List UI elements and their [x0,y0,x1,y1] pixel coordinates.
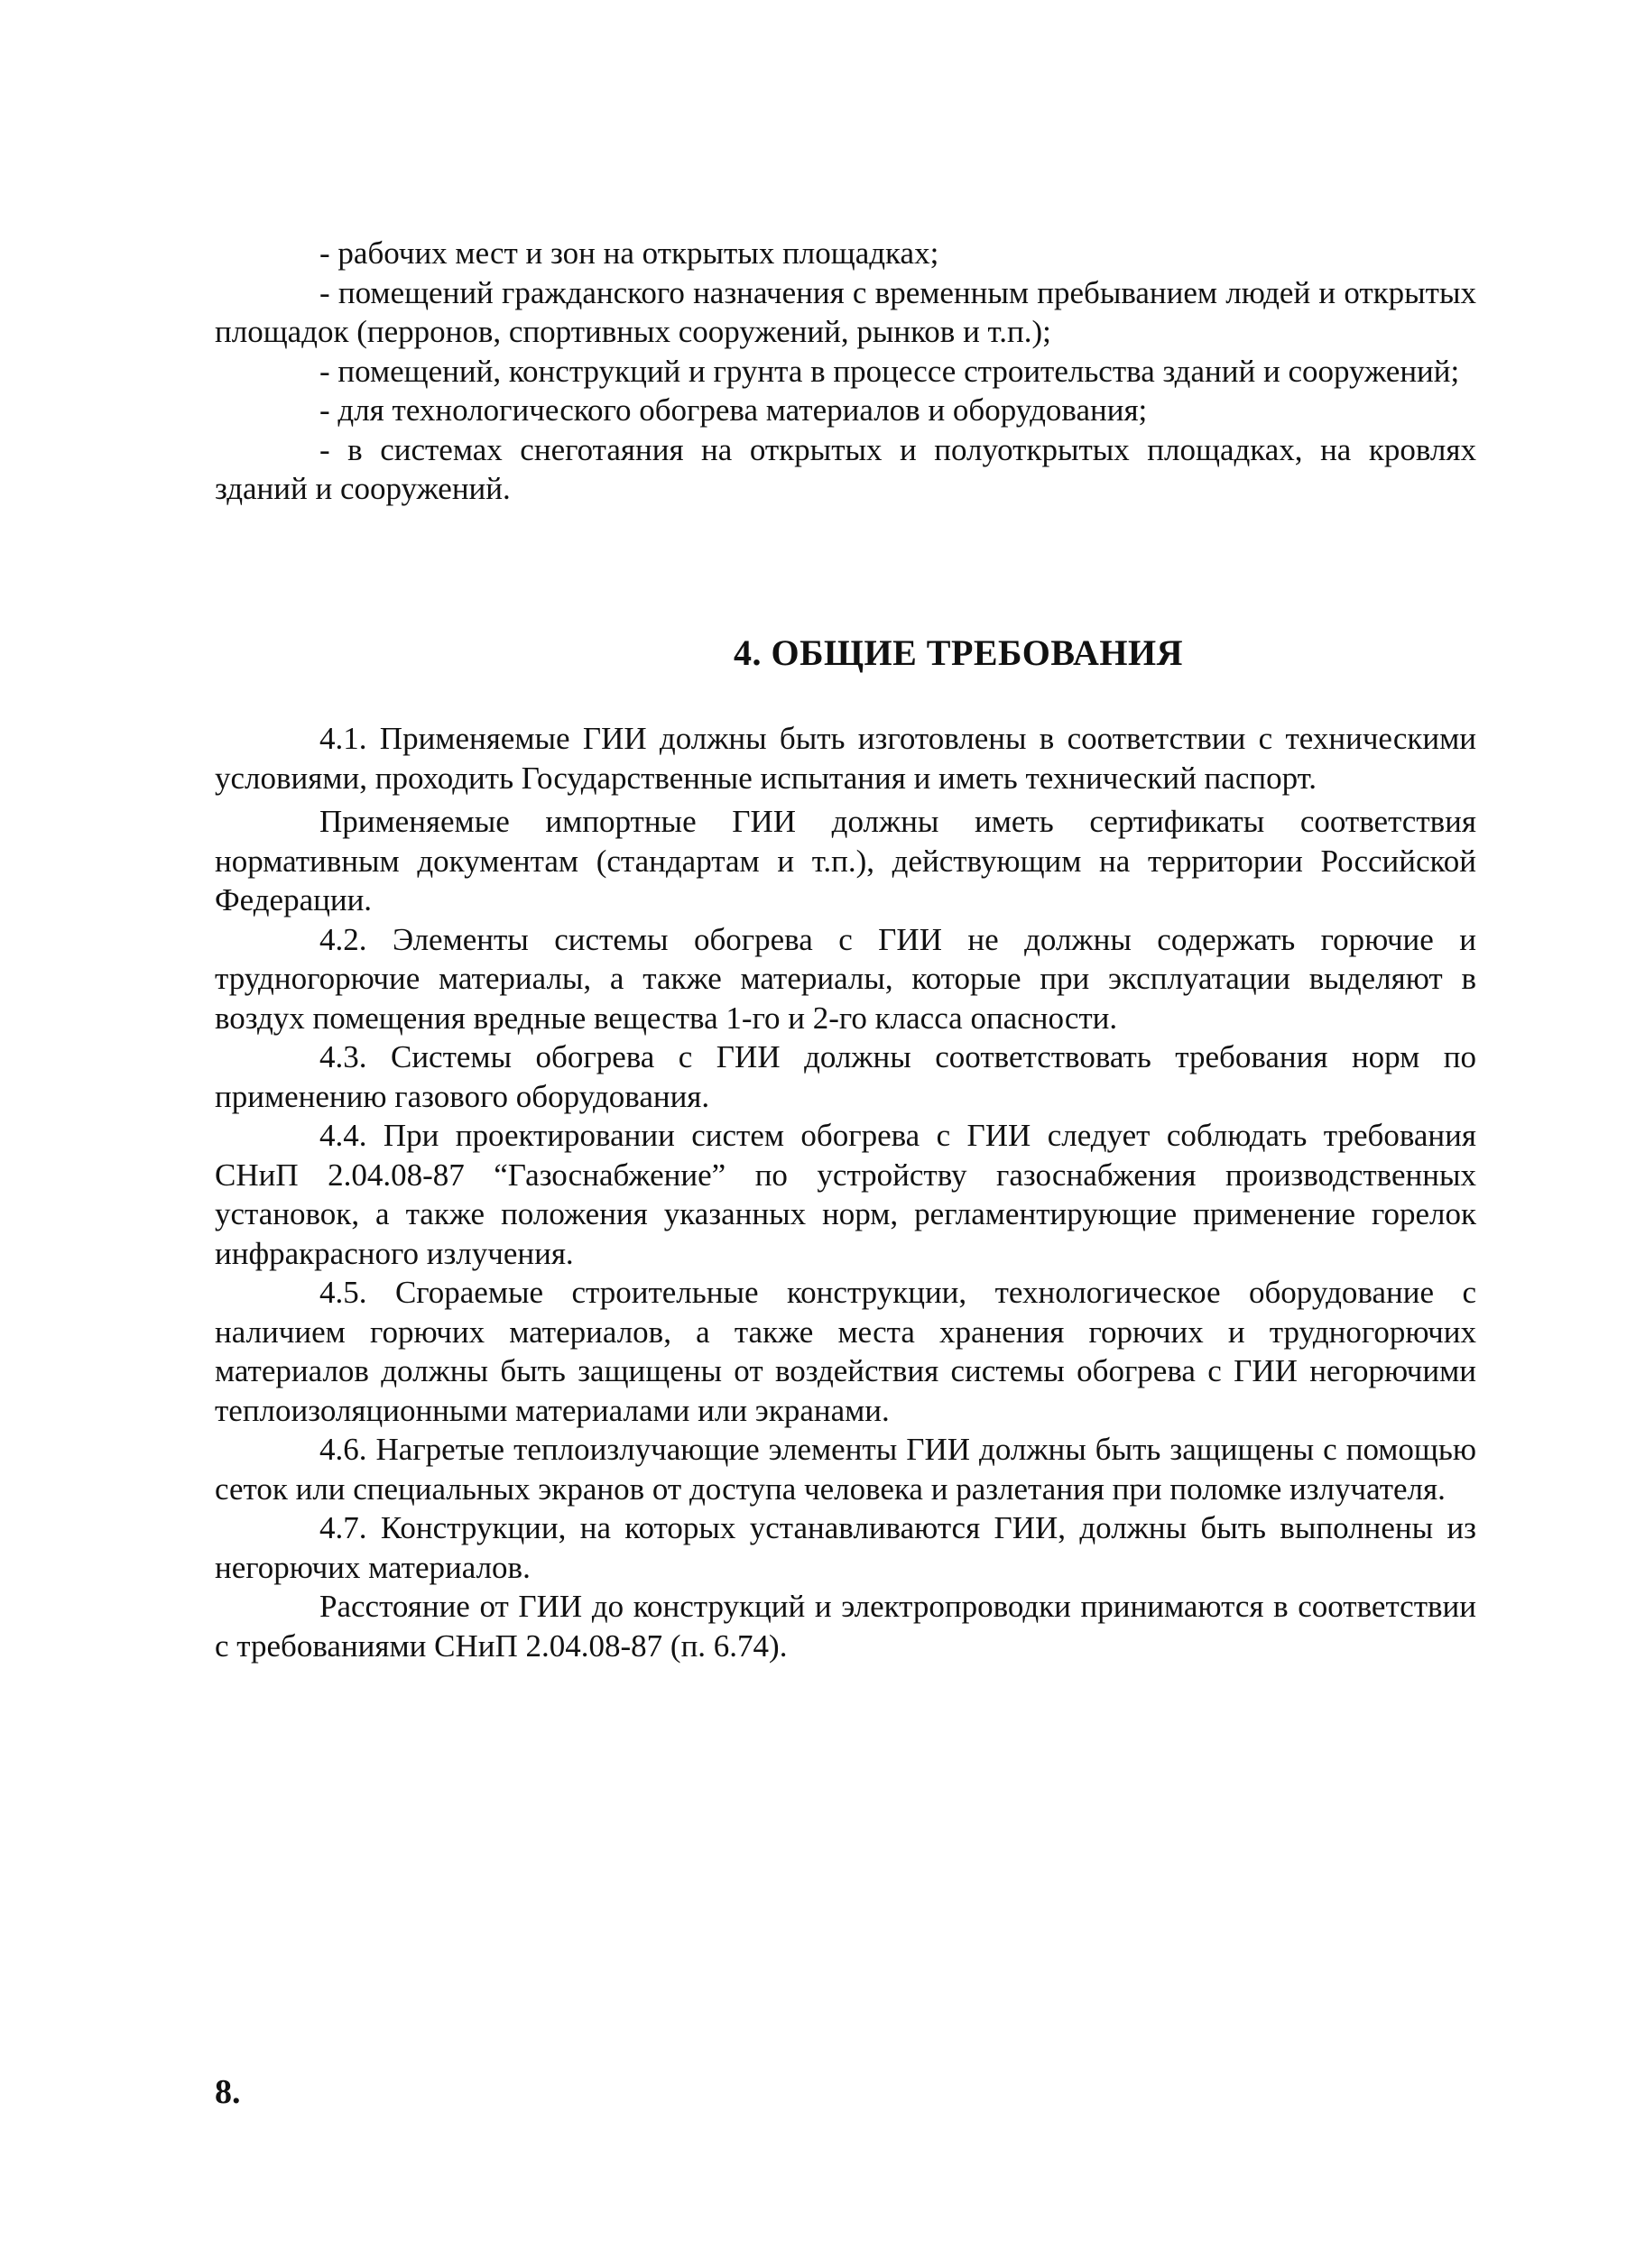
list-item: - помещений гражданского назначения с временным пребыванием людей и открытых площадок (перронов, спортивных сооружений, рынков и т.п.); [215,274,1476,349]
paragraph-4-7: 4.7. Конструкции, на которых устанавливаются ГИИ, должны быть выполнены из негорючих материалов. [215,1510,1476,1585]
paragraph-distance: Расстояние от ГИИ до конструкций и электропроводки принимаются в соответствии с требованиями СНиП 2.04.08-87 (п. 6.74). [215,1589,1476,1664]
list-item: - рабочих мест и зон на открытых площадках; [319,235,939,271]
page-number: 8. [215,2073,241,2111]
paragraph-4-6: 4.6. Нагретые теплоизлучающие элементы ГИИ должны быть защищены с помощью сеток или специальных экранов от доступа человека и разлетания при поломке излучателя. [215,1432,1476,1507]
paragraph-4-4: 4.4. При проектировании систем обогрева с ГИИ следует соблюдать требования СНиП 2.04.08-87 “Газоснабжение” по устройству газоснабжения производственных установок, а также положения указанных норм, регламентирующие применение горелок инфракрасного излучения. [215,1118,1476,1271]
paragraph-4-2: 4.2. Элементы системы обогрева с ГИИ не должны содержать горючие и трудногорючие материалы, а также материалы, которые при эксплуатации выделяют в воздух помещения вредные вещества 1-го и 2-го класса опасности. [215,921,1476,1036]
paragraph-4-5: 4.5. Сгораемые строительные конструкции, технологическое оборудование с наличием горючих материалов, а также места хранения горючих и трудногорючих материалов должны быть защищены от воздействия системы обогрева с ГИИ негорючими теплоизоляционными материалами или экранами. [215,1275,1476,1428]
section-heading: 4. ОБЩИЕ ТРЕБОВАНИЯ [733,632,1183,673]
paragraph-4-1-import: Применяемые импортные ГИИ должны иметь сертификаты соответствия нормативным документам (стандартам и т.п.), действующим на территории Российской Федерации. [215,804,1476,917]
paragraph-4-1: 4.1. Применяемые ГИИ должны быть изготовлены в соответствии с техническими условиями, проходить Государственные испытания и иметь технический паспорт. [215,721,1476,796]
list-block [215,234,1476,509]
list-item: - помещений, конструкций и грунта в процессе строительства зданий и сооружений; [319,353,1460,389]
section-body [215,719,1476,1665]
paragraph-4-3: 4.3. Системы обогрева с ГИИ должны соответствовать требования норм по применению газового оборудования. [215,1039,1476,1114]
list-item: - для технологического обогрева материалов и оборудования; [319,392,1148,428]
list-item: - в системах снеготаяния на открытых и полуоткрытых площадках, на кровлях зданий и сооружений. [215,431,1476,506]
